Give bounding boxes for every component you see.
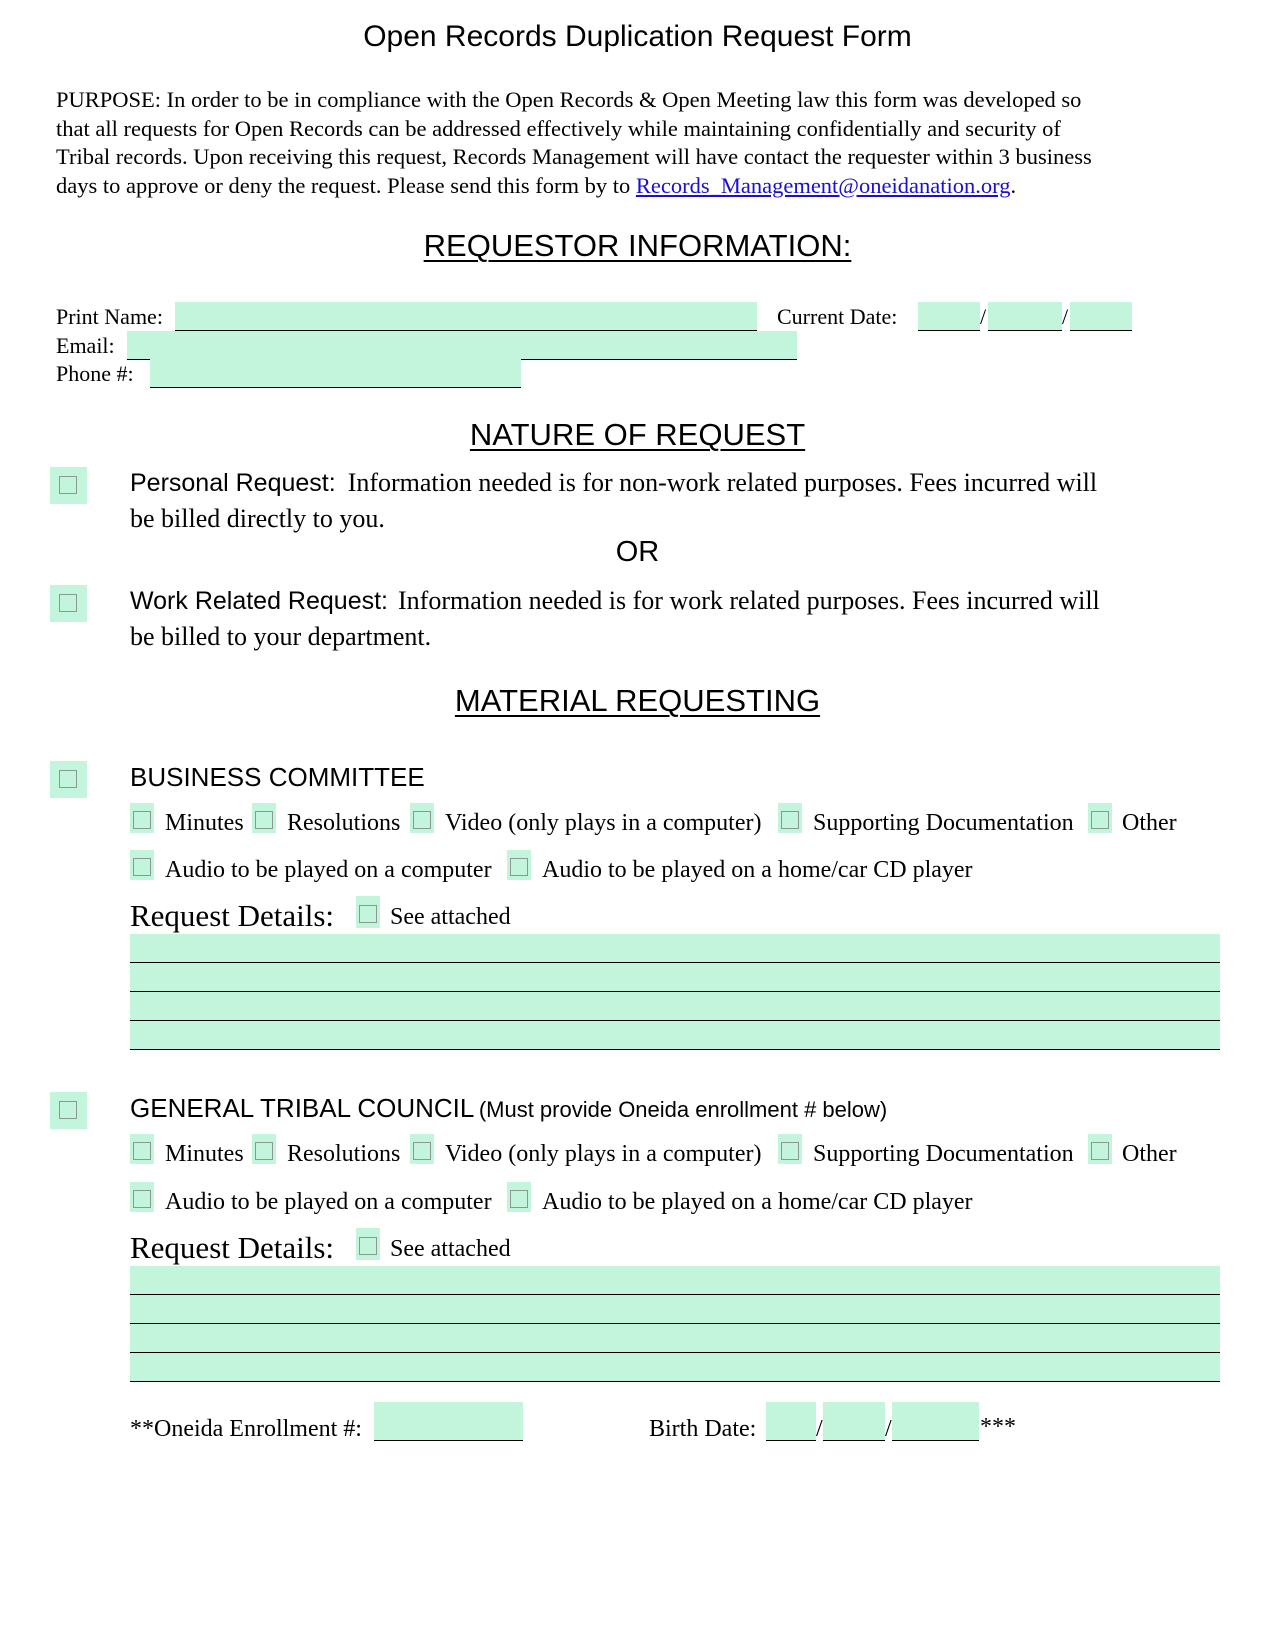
bc-request-details-label: Request Details:: [130, 898, 335, 933]
birth-date-label: Birth Date:: [649, 1416, 757, 1442]
personal-request-line1: [130, 468, 1097, 498]
personal-request-text: Information needed is for non-work related purposes. Fees incurred will: [347, 468, 1098, 497]
gtc-details-line[interactable]: [130, 1353, 1220, 1382]
gtc-supporting-doc-checkbox[interactable]: [778, 1134, 802, 1164]
email-label: Email:: [56, 333, 115, 358]
checkbox-square: [59, 594, 77, 612]
gtc-details-line[interactable]: [130, 1324, 1220, 1353]
gtc-video-checkbox[interactable]: [410, 1134, 434, 1164]
phone-label: Phone #:: [56, 361, 134, 386]
bc-option-label: Supporting Documentation: [813, 810, 1074, 836]
checkbox-square: [359, 905, 377, 923]
personal-request-label: Personal Request:: [130, 469, 336, 497]
checkbox-square: [781, 811, 799, 829]
gtc-option-label: Audio to be played on a computer: [165, 1189, 492, 1215]
work-request-line1: [130, 586, 1100, 616]
checkbox-square: [510, 858, 528, 876]
bc-audio-cd-checkbox[interactable]: [507, 850, 531, 880]
business-committee-title: BUSINESS COMMITTEE: [130, 762, 425, 792]
checkbox-square: [255, 811, 273, 829]
purpose-line: Tribal records. Upon receiving this request, Records Management will have contact the requester within 3 business: [56, 144, 1092, 169]
bc-other-checkbox[interactable]: [1088, 803, 1112, 833]
gtc-audio-cd-checkbox[interactable]: [507, 1182, 531, 1212]
bc-details-line[interactable]: [130, 1021, 1220, 1050]
gtc-option-label: Minutes: [165, 1141, 244, 1167]
gtc-see-attached-checkbox[interactable]: [356, 1228, 380, 1260]
checkbox-square: [59, 770, 77, 788]
current-date-month-field[interactable]: [918, 302, 980, 331]
or-text: OR: [615, 536, 660, 568]
bc-option-label: Resolutions: [287, 810, 401, 836]
gtc-title-row: [130, 1093, 887, 1124]
checkbox-square: [255, 1142, 273, 1160]
bc-supporting-doc-checkbox[interactable]: [778, 803, 802, 833]
date-separator: /: [816, 1416, 823, 1442]
bc-see-attached-checkbox[interactable]: [356, 896, 380, 928]
date-separator: /: [1062, 304, 1069, 329]
checkbox-square: [59, 476, 77, 494]
gtc-request-details-label: Request Details:: [130, 1230, 335, 1265]
bc-see-attached-label: See attached: [390, 904, 511, 930]
checkbox-square: [133, 811, 151, 829]
gtc-audio-computer-checkbox[interactable]: [130, 1182, 154, 1212]
gtc-option-label: Resolutions: [287, 1141, 401, 1167]
checkbox-square: [413, 811, 431, 829]
purpose-line: PURPOSE: In order to be in compliance with the Open Records & Open Meeting law this form was developed so: [56, 87, 1082, 112]
checkbox-square: [133, 1142, 151, 1160]
nature-heading: NATURE OF REQUEST: [469, 417, 806, 452]
gtc-note: (Must provide Oneida enrollment # below): [478, 1097, 888, 1122]
business-committee-checkbox[interactable]: [50, 761, 87, 798]
checkbox-square: [133, 1190, 151, 1208]
purpose-text: .: [1010, 172, 1017, 198]
gtc-option-label: Audio to be played on a home/car CD player: [542, 1189, 973, 1215]
gtc-details-line[interactable]: [130, 1266, 1220, 1295]
birth-date-month-field[interactable]: [766, 1402, 816, 1441]
bc-details-line[interactable]: [130, 934, 1220, 963]
page-title: Open Records Duplication Request Form: [363, 20, 912, 53]
purpose-line: that all requests for Open Records can be addressed effectively while maintaining confidentially and security of: [56, 115, 1061, 141]
birth-date-day-field[interactable]: [823, 1402, 885, 1441]
work-request-checkbox[interactable]: [50, 585, 87, 622]
gtc-title: GENERAL TRIBAL COUNCIL: [130, 1093, 475, 1123]
general-tribal-council-checkbox[interactable]: [50, 1092, 87, 1129]
current-date-label: Current Date:: [777, 304, 898, 329]
enrollment-number-field[interactable]: [374, 1402, 523, 1441]
checkbox-square: [781, 1142, 799, 1160]
current-date-year-field[interactable]: [1070, 302, 1132, 331]
checkbox-square: [413, 1142, 431, 1160]
personal-request-checkbox[interactable]: [50, 467, 87, 504]
bc-option-label: Other: [1122, 810, 1177, 836]
phone-field[interactable]: [150, 359, 521, 388]
date-separator: /: [980, 304, 987, 329]
purpose-text: days to approve or deny the request. Please send this form by to: [56, 172, 636, 198]
enrollment-label: **Oneida Enrollment #:: [130, 1416, 362, 1442]
bc-minutes-checkbox[interactable]: [130, 803, 154, 833]
checkbox-square: [133, 858, 151, 876]
gtc-option-label: Supporting Documentation: [813, 1141, 1074, 1167]
bc-details-line[interactable]: [130, 963, 1220, 992]
work-request-text: Information needed is for work related purposes. Fees incurred will: [398, 586, 1100, 615]
bc-audio-computer-checkbox[interactable]: [130, 850, 154, 880]
date-separator: /: [885, 1416, 892, 1442]
bc-resolutions-checkbox[interactable]: [252, 803, 276, 833]
birth-date-stars: ***: [980, 1414, 1016, 1440]
gtc-option-label: Other: [1122, 1141, 1177, 1167]
checkbox-square: [1091, 1142, 1109, 1160]
requestor-heading: REQUESTOR INFORMATION:: [423, 228, 852, 263]
records-email-link[interactable]: Records_Management@oneidanation.org: [635, 172, 1011, 198]
gtc-details-line[interactable]: [130, 1295, 1220, 1324]
gtc-option-label: Video (only plays in a computer): [445, 1141, 762, 1167]
work-request-line2: be billed to your department.: [130, 622, 432, 651]
gtc-resolutions-checkbox[interactable]: [252, 1134, 276, 1164]
purpose-line: [56, 172, 1092, 201]
bc-option-label: Video (only plays in a computer): [445, 810, 762, 836]
checkbox-square: [359, 1237, 377, 1255]
checkbox-square: [59, 1101, 77, 1119]
gtc-see-attached-label: See attached: [390, 1236, 511, 1262]
print-name-label: Print Name:: [56, 304, 163, 329]
checkbox-square: [1091, 811, 1109, 829]
personal-request-line2: be billed directly to you.: [130, 504, 385, 533]
gtc-minutes-checkbox[interactable]: [130, 1134, 154, 1164]
email-field[interactable]: [127, 331, 797, 360]
work-request-label: Work Related Request:: [130, 587, 388, 615]
bc-option-label: Audio to be played on a home/car CD player: [542, 857, 973, 883]
checkbox-square: [510, 1190, 528, 1208]
print-name-field[interactable]: [175, 302, 757, 331]
bc-video-checkbox[interactable]: [410, 803, 434, 833]
material-heading: MATERIAL REQUESTING: [454, 683, 821, 718]
birth-date-year-field[interactable]: [892, 1402, 979, 1441]
current-date-day-field[interactable]: [988, 302, 1062, 331]
purpose-paragraph: [56, 86, 1092, 200]
gtc-other-checkbox[interactable]: [1088, 1134, 1112, 1164]
bc-details-line[interactable]: [130, 992, 1220, 1021]
bc-option-label: Audio to be played on a computer: [165, 857, 492, 883]
bc-option-label: Minutes: [165, 810, 244, 836]
